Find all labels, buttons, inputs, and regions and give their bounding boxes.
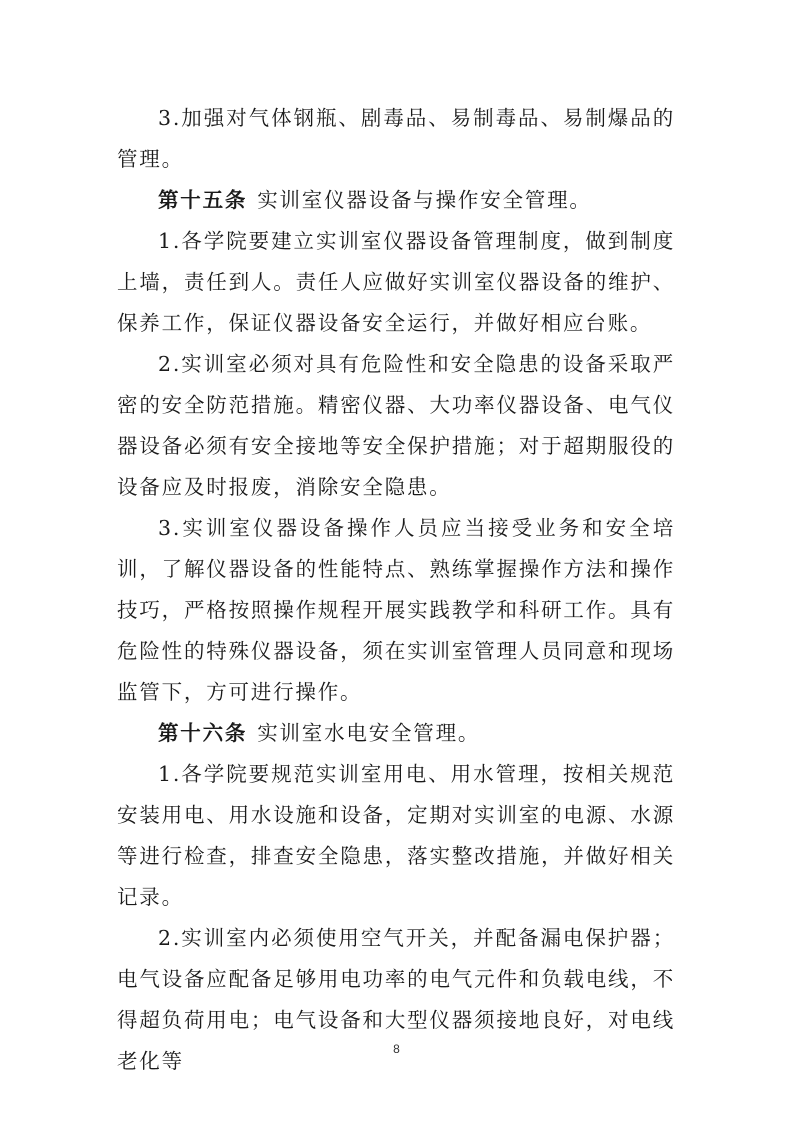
paragraph-item-1-water-electricity: 1.各学院要规范实训室用电、用水管理，按相关规范安装用电、用水设施和设备，定期对实训室的电源、水源等进行检查，排查安全隐患，落实整改措施，并做好相关记录。 [117,762,675,909]
article-title: 实训室仪器设备与操作安全管理。 [257,188,592,212]
paragraph-item-1-management-system: 1.各学院要建立实训室仪器设备管理制度，做到制度上墙，责任到人。责任人应做好实训室仪器设备的维护、保养工作，保证仪器设备安全运行，并做好相应台账。 [117,229,675,335]
article-title: 实训室水电安全管理。 [257,721,481,745]
article-number: 第十六条 [158,721,248,745]
article-16-heading [117,713,675,754]
paragraph-item-2-air-switch: 2.实训室内必须使用空气开关，并配备漏电保护器；电气设备应配备足够用电功率的电气元件和负载电线，不得超负荷用电；电气设备和大型仪器须接地良好，对电线老化等 [117,926,675,1073]
paragraph-item-3-operator-training: 3.实训室仪器设备操作人员应当接受业务和安全培训，了解仪器设备的性能特点、熟练掌握操作方法和操作技巧，严格按照操作规程开展实践教学和科研工作。具有危险性的特殊仪器设备，须在实训室管理人员同意和现场监管下，方可进行操作。 [117,516,675,704]
article-15-heading [117,180,675,221]
paragraph-item-2-safety-measures: 2.实训室必须对具有危险性和安全隐患的设备采取严密的安全防范措施。精密仪器、大功率仪器设备、电气仪器设备必须有安全接地等安全保护措施；对于超期服役的设备应及时报废，消除安全隐患。 [117,352,675,499]
paragraph-item-3-gas-cylinders: 3.加强对气体钢瓶、剧毒品、易制毒品、易制爆品的管理。 [117,106,675,171]
document-body [117,98,675,1082]
page-number: 8 [393,1042,400,1056]
article-number: 第十五条 [158,188,248,212]
